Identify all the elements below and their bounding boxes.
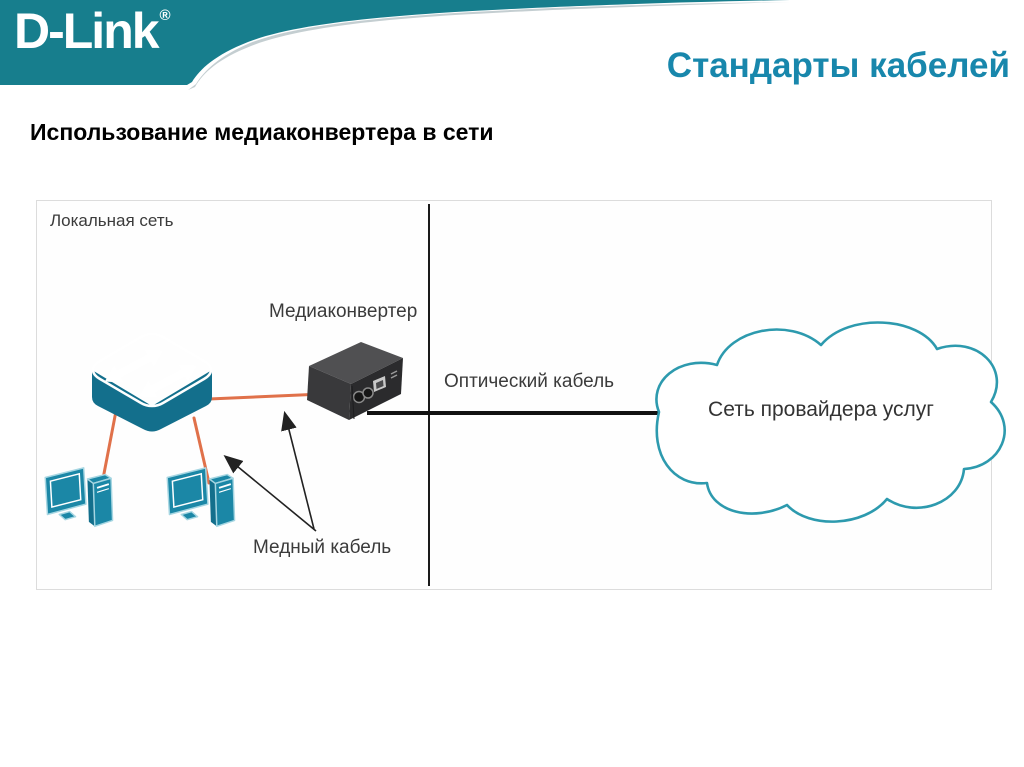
page-title: Стандарты кабелей bbox=[666, 46, 1010, 85]
provider-network-label: Сеть провайдера услуг bbox=[708, 398, 934, 421]
workstation-icon bbox=[165, 461, 239, 531]
registered-mark-icon: ® bbox=[159, 7, 171, 24]
pointer-arrow bbox=[226, 457, 316, 531]
provider-cloud-shape bbox=[629, 307, 1013, 537]
pointer-arrow bbox=[285, 414, 314, 529]
media-converter-icon bbox=[299, 334, 411, 430]
optical-cable-label: Оптический кабель bbox=[444, 371, 615, 392]
media-converter-label: Медиаконвертер bbox=[269, 301, 418, 322]
copper-cable-label: Медный кабель bbox=[253, 537, 392, 558]
slide-subtitle: Использование медиаконвертера в сети bbox=[30, 119, 494, 145]
network-diagram bbox=[36, 200, 992, 590]
workstation-icon bbox=[43, 461, 117, 531]
dlink-logo-text: D-Link bbox=[14, 3, 158, 59]
dlink-logo bbox=[14, 2, 171, 60]
switch-icon bbox=[86, 329, 218, 459]
local-network-label: Локальная сеть bbox=[50, 211, 174, 230]
